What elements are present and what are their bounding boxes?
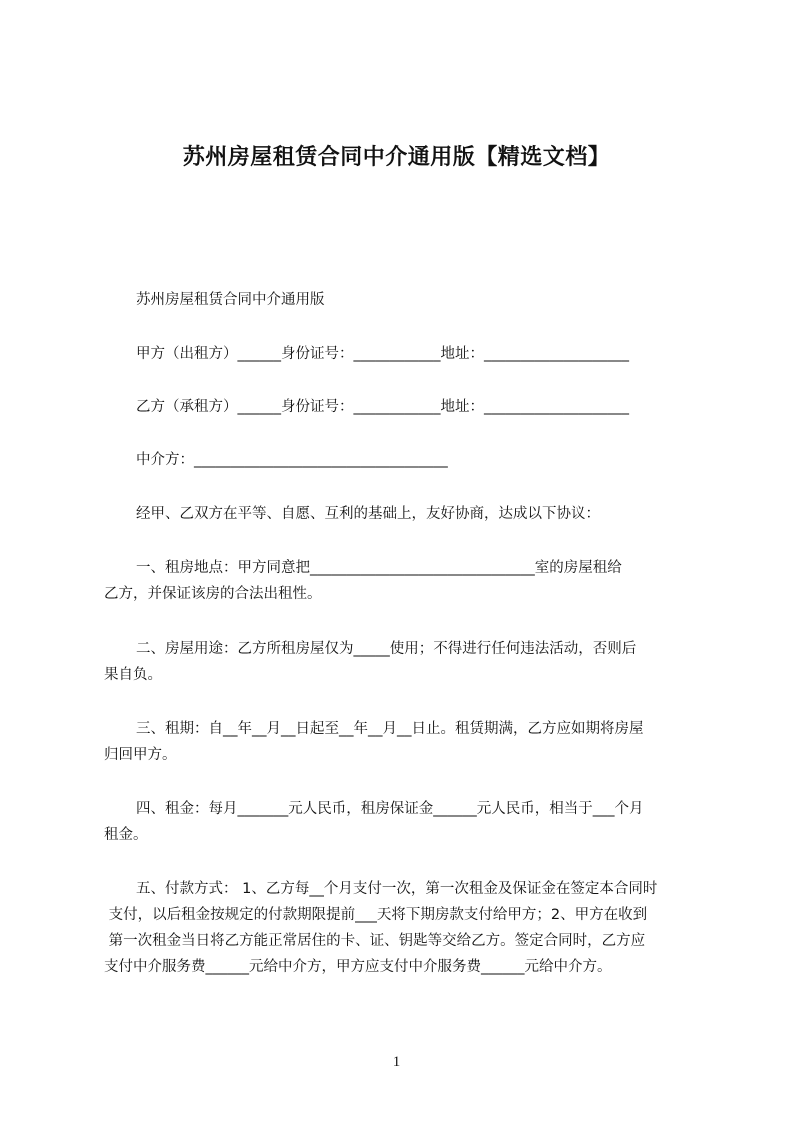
document-title: 苏州房屋租赁合同中介通用版【精选文档】 (182, 145, 611, 170)
clause-3-line-1: 三、租期：自__年__月__日起至__年__月__日止。租赁期满，乙方应如期将房屋 (136, 721, 644, 737)
clause-4-line-1: 四、租金：每月_______元人民币，租房保证金______元人民币，相当于___个月 (136, 801, 644, 817)
clause-1-line-1: 一、租房地点：甲方同意把_______________________________室的房屋租给 (136, 560, 622, 576)
clause-4-line-2: 租金。 (104, 827, 148, 843)
contract-subtitle: 苏州房屋租赁合同中介通用版 (136, 292, 325, 308)
clause-5-line-1: 五、付款方式： 1、乙方每__个月支付一次，第一次租金及保证金在签定本合同时 (136, 881, 658, 897)
clause-2-line-1: 二、房屋用途：乙方所租房屋仅为_____使用；不得进行任何违法活动，否则后 (136, 641, 637, 657)
clause-1-line-2: 乙方，并保证该房的合法出租性。 (104, 586, 322, 602)
page-number: 1 (392, 1054, 401, 1070)
clause-3-line-2: 归回甲方。 (104, 747, 177, 763)
party-b-line: 乙方（承租方）______身份证号：____________地址：____________________ (136, 399, 629, 415)
preamble: 经甲、乙双方在平等、自愿、互利的基础上，友好协商，达成以下协议： (136, 506, 600, 522)
clause-2-line-2: 果自负。 (104, 667, 162, 683)
clause-5-line-2: 支付，以后租金按规定的付款期限提前___天将下期房款支付给甲方；2、甲方在收到 (104, 907, 648, 923)
clause-5-line-4: 支付中介服务费______元给中介方，甲方应支付中介服务费______元给中介方。 (104, 959, 612, 975)
agent-line: 中介方：___________________________________ (136, 452, 448, 468)
party-a-line: 甲方（出租方）______身份证号：____________地址：____________________ (136, 346, 629, 362)
clause-5-line-3: 第一次租金当日将乙方能正常居住的卡、证、钥匙等交给乙方。签定合同时，乙方应 (104, 933, 646, 949)
